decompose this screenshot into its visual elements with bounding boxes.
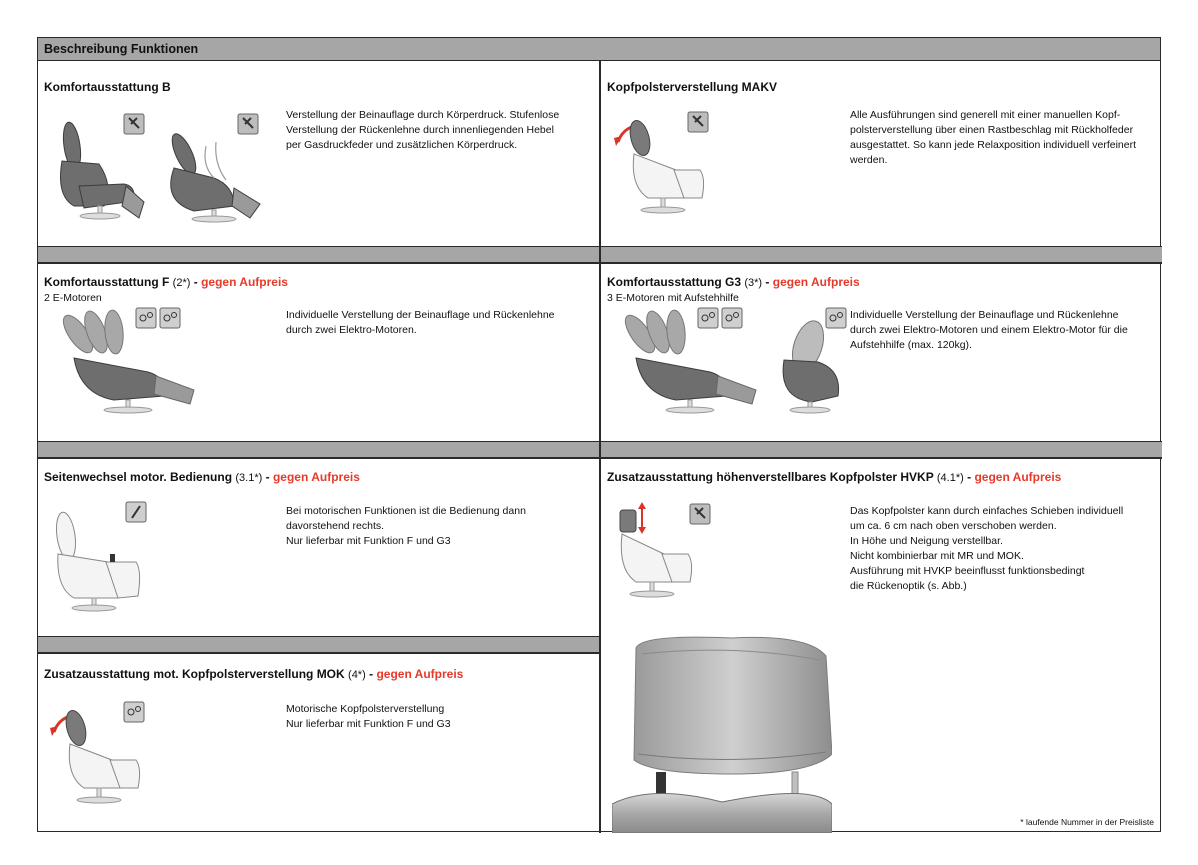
divider [38,457,600,459]
section-sub-g3: 3 E-Motoren mit Aufstehhilfe [607,292,739,304]
section-desc-makv: Alle Ausführungen sind generell mit einer manuellen Kopf- polsterverstellung über einen Rastbeschlag mit Rückholfeder ausgestattet. So kann jede Relaxposition individuell verfeinert werden. [850,109,1137,166]
section-title-hvkp: Zusatzausstattung höhenverstellbares Kopfpolster HVKP (4.1*) - gegen Aufpreis [607,470,1062,484]
divider [600,262,1162,264]
section-bar [38,442,599,457]
section-bar [38,247,599,262]
chair-illustration-g3 [612,304,852,419]
section-desc-side: Bei motorischen Funktionen ist die Bedienung dann davorstehend rechts. Nur lieferbar mit Funktion F und G3 [286,505,526,547]
motor-icon [160,308,180,328]
section-title-makv: Kopfpolsterverstellung MAKV [607,80,778,94]
section-title-mok: Zusatzausstattung mot. Kopfpolsterverstellung MOK (4*) - gegen Aufpreis [44,667,464,681]
motor-icon [722,308,742,328]
motor-icon [136,308,156,328]
section-desc-b: Verstellung der Beinauflage durch Körperdruck. Stufenlose Verstellung der Rückenlehne durch innenliegenden Hebel per Gasdruckfeder und zusätzlichen Körperdruck. [286,109,560,151]
section-desc-mok: Motorische Kopfpolsterverstellung Nur lieferbar mit Funktion F und G3 [286,703,451,730]
headrest-photo [612,634,832,833]
section-bar [601,247,1162,262]
hand-icon [690,504,710,524]
chair-illustration-f [44,304,234,419]
section-title-b: Komfortausstattung B [44,80,171,94]
function-table [37,37,1161,832]
section-title-f: Komfortausstattung F (2*) - gegen Aufpreis [44,275,288,289]
section-bar [601,442,1162,457]
section-title-g3: Komfortausstattung G3 (3*) - gegen Aufpreis [607,275,860,289]
section-bar [38,637,599,652]
chair-illustration-b [44,106,274,224]
divider [38,262,600,264]
hand-icon [124,114,144,134]
page-title: Beschreibung Funktionen [44,42,199,56]
motor-icon [124,702,144,722]
divider [600,457,1162,459]
side-switch-icon [126,502,146,522]
motor-icon [826,308,846,328]
chair-illustration-makv [614,108,724,226]
divider [38,652,600,654]
section-desc-hvkp: Das Kopfpolster kann durch einfaches Schieben individuell um ca. 6 cm nach oben verschoben werden. In Höhe und Neigung verstellbar. Nicht kombinierbar mit MR und MOK. Ausführung mit HVKP beeinflusst funktionsbedingt die Rückenoptik (s. Abb.) [850,505,1124,592]
section-title-side: Seitenwechsel motor. Bedienung (3.1*) - gegen Aufpreis [44,470,360,484]
section-sub-f: 2 E-Motoren [44,292,102,304]
hand-icon [238,114,258,134]
section-desc-g3: Individuelle Verstellung der Beinauflage und Rückenlehne durch zwei Elektro-Motoren und einem Elektro-Motor für die Aufstehhilfe (max. 120kg). [850,309,1128,351]
hand-icon [688,112,708,132]
section-desc-f: Individuelle Verstellung der Beinauflage und Rückenlehne durch zwei Elektro-Motoren. [286,309,555,336]
chair-illustration-mok [50,698,160,813]
chair-illustration-hvkp [612,500,732,615]
motor-icon [698,308,718,328]
footnote: * laufende Nummer in der Preisliste [1020,817,1154,827]
header-bar [38,38,1160,61]
chair-illustration-side [48,498,168,616]
